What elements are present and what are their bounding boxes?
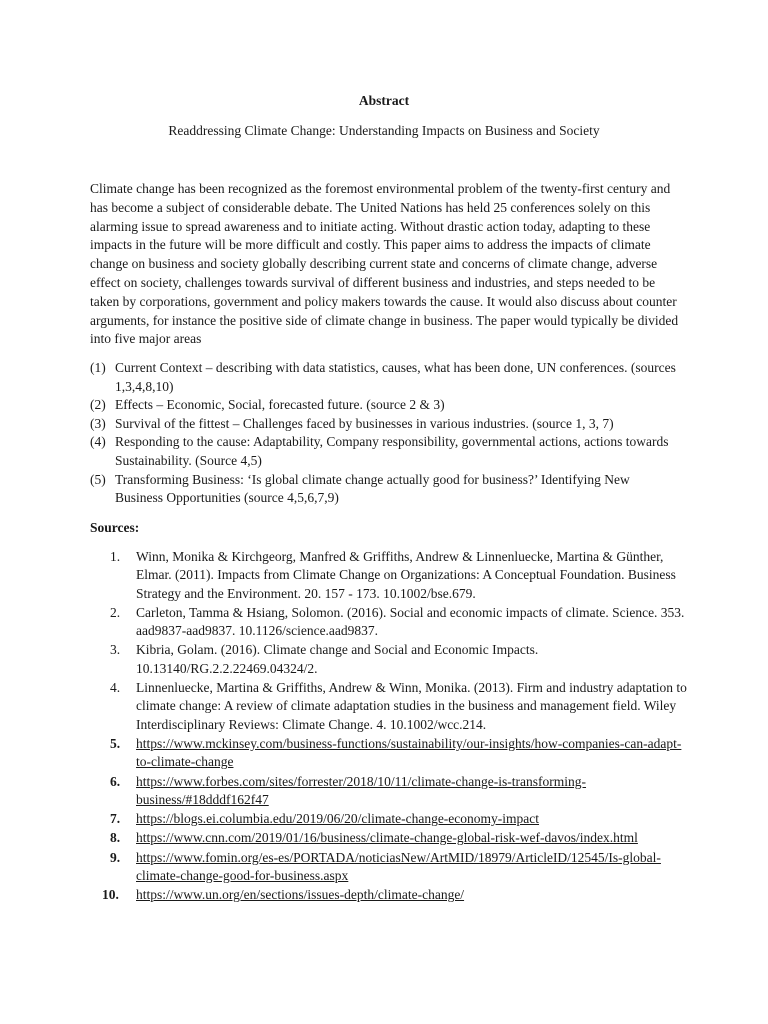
source-number: 1. xyxy=(110,549,121,564)
list-item xyxy=(90,471,680,508)
topics-list xyxy=(90,359,680,508)
source-item xyxy=(90,849,690,886)
source-link[interactable]: https://www.fomin.org/es-es/PORTADA/noticiasNew/ArtMID/18979/ArticleID/12545/Is-global-climate-change-good-for-business.aspx xyxy=(136,849,661,884)
list-text: Responding to the cause: Adaptability, Company responsibility, governmental actions, actions towards Sustainability. (Source 4,5) xyxy=(115,434,669,468)
source-number: 8. xyxy=(110,830,121,846)
source-number: 4. xyxy=(110,680,121,696)
source-item xyxy=(90,886,690,904)
source-text: Kibria, Golam. (2016). Climate change and Social and Economic Impacts. 10.13140/RG.2.2.22469.04324/2. xyxy=(136,642,539,676)
source-item xyxy=(90,735,690,772)
list-number: (2) xyxy=(90,397,106,413)
sources-list xyxy=(90,548,690,906)
source-number: 10. xyxy=(102,887,119,903)
source-link[interactable]: https://www.forbes.com/sites/forrester/2018/10/11/climate-change-is-transforming-business/#18dddf162f47 xyxy=(136,773,587,807)
source-item xyxy=(90,773,690,810)
source-number: 5. xyxy=(110,735,121,751)
list-text: Survival of the fittest – Challenges faced by businesses in various industries. (source 1, 3, 7) xyxy=(115,415,614,431)
source-text: Linnenluecke, Martina & Griffiths, Andrew & Winn, Monika. (2013). Firm and industry adaptation to climate change: A review of climate adaptation studies in the business and management field. Wiley Interdisciplinary Reviews: Climate Change. 4. 10.1002/wcc.214. xyxy=(136,680,687,732)
list-text: Effects – Economic, Social, forecasted future. (source 2 & 3) xyxy=(115,397,445,413)
source-text: Winn, Monika & Kirchgeorg, Manfred & Griffiths, Andrew & Linnenluecke, Martina & Günther, Elmar. (2011). Impacts from Climate Change on Organizations: A Conceptual Foundation. Business Strategy and the Environment. 20. 157 - 173. 10.1002/bse.679. xyxy=(136,549,676,601)
source-text: Carleton, Tamma & Hsiang, Solomon. (2016). Social and economic impacts of climate. Science. 353. aad9837-aad9837. 10.1126/science.aad9837. xyxy=(136,604,685,639)
source-number: 9. xyxy=(110,849,121,865)
source-link[interactable]: https://www.un.org/en/sections/issues-depth/climate-change/ xyxy=(136,887,465,903)
source-number: 7. xyxy=(110,811,121,827)
list-text: Transforming Business: ‘Is global climate change actually good for business?’ Identifying New Business Opportunities (source 4,5,6,7,9) xyxy=(115,471,630,506)
list-item xyxy=(90,433,680,470)
list-item xyxy=(90,359,680,396)
source-item xyxy=(90,604,690,641)
source-item xyxy=(90,548,690,603)
source-link[interactable]: https://blogs.ei.columbia.edu/2019/06/20/climate-change-economy-impact xyxy=(136,811,540,827)
list-number: (5) xyxy=(90,471,106,487)
source-link[interactable]: https://www.mckinsey.com/business-functions/sustainability/our-insights/how-companies-can-adapt-to-climate-change xyxy=(136,735,682,770)
source-link[interactable]: https://www.cnn.com/2019/01/16/business/climate-change-global-risk-wef-davos/index.html xyxy=(136,830,638,846)
source-item xyxy=(90,641,690,678)
abstract-heading: Abstract xyxy=(358,93,410,108)
list-item xyxy=(90,396,680,415)
source-number: 2. xyxy=(110,604,121,620)
sources-heading: Sources: xyxy=(90,520,140,535)
source-item xyxy=(90,679,690,734)
list-item xyxy=(90,415,680,434)
list-number: (1) xyxy=(90,360,106,375)
source-item xyxy=(90,810,690,828)
abstract-paragraph: Climate change has been recognized as the foremost environmental problem of the twenty-first century and has become a subject of considerable debate. The United Nations has held 25 conferences solely on this alarming issue to spread awareness and to initiate acting. Without drastic action today, adapting to these impacts in the future will be more difficult and costly. This paper aims to address the impacts of climate change on business and society globally describing current state and concerns of climate change, adverse effect on society, challenges towards survival of different business and industries, and steps needed to be taken by corporations, government and policy makers towards the cause. It would also discuss about counter arguments, for instance the positive side of climate change in business. The paper would typically be divided into five major areas xyxy=(90,181,679,347)
list-number: (4) xyxy=(90,434,106,450)
paper-title: Readdressing Climate Change: Understanding Impacts on Business and Society xyxy=(168,123,600,138)
source-number: 3. xyxy=(110,642,121,658)
source-item xyxy=(90,829,690,847)
source-number: 6. xyxy=(110,773,121,789)
list-text: Current Context – describing with data statistics, causes, what has been done, UN conferences. (sources 1,3,4,8,10) xyxy=(115,360,676,394)
list-number: (3) xyxy=(90,415,106,431)
